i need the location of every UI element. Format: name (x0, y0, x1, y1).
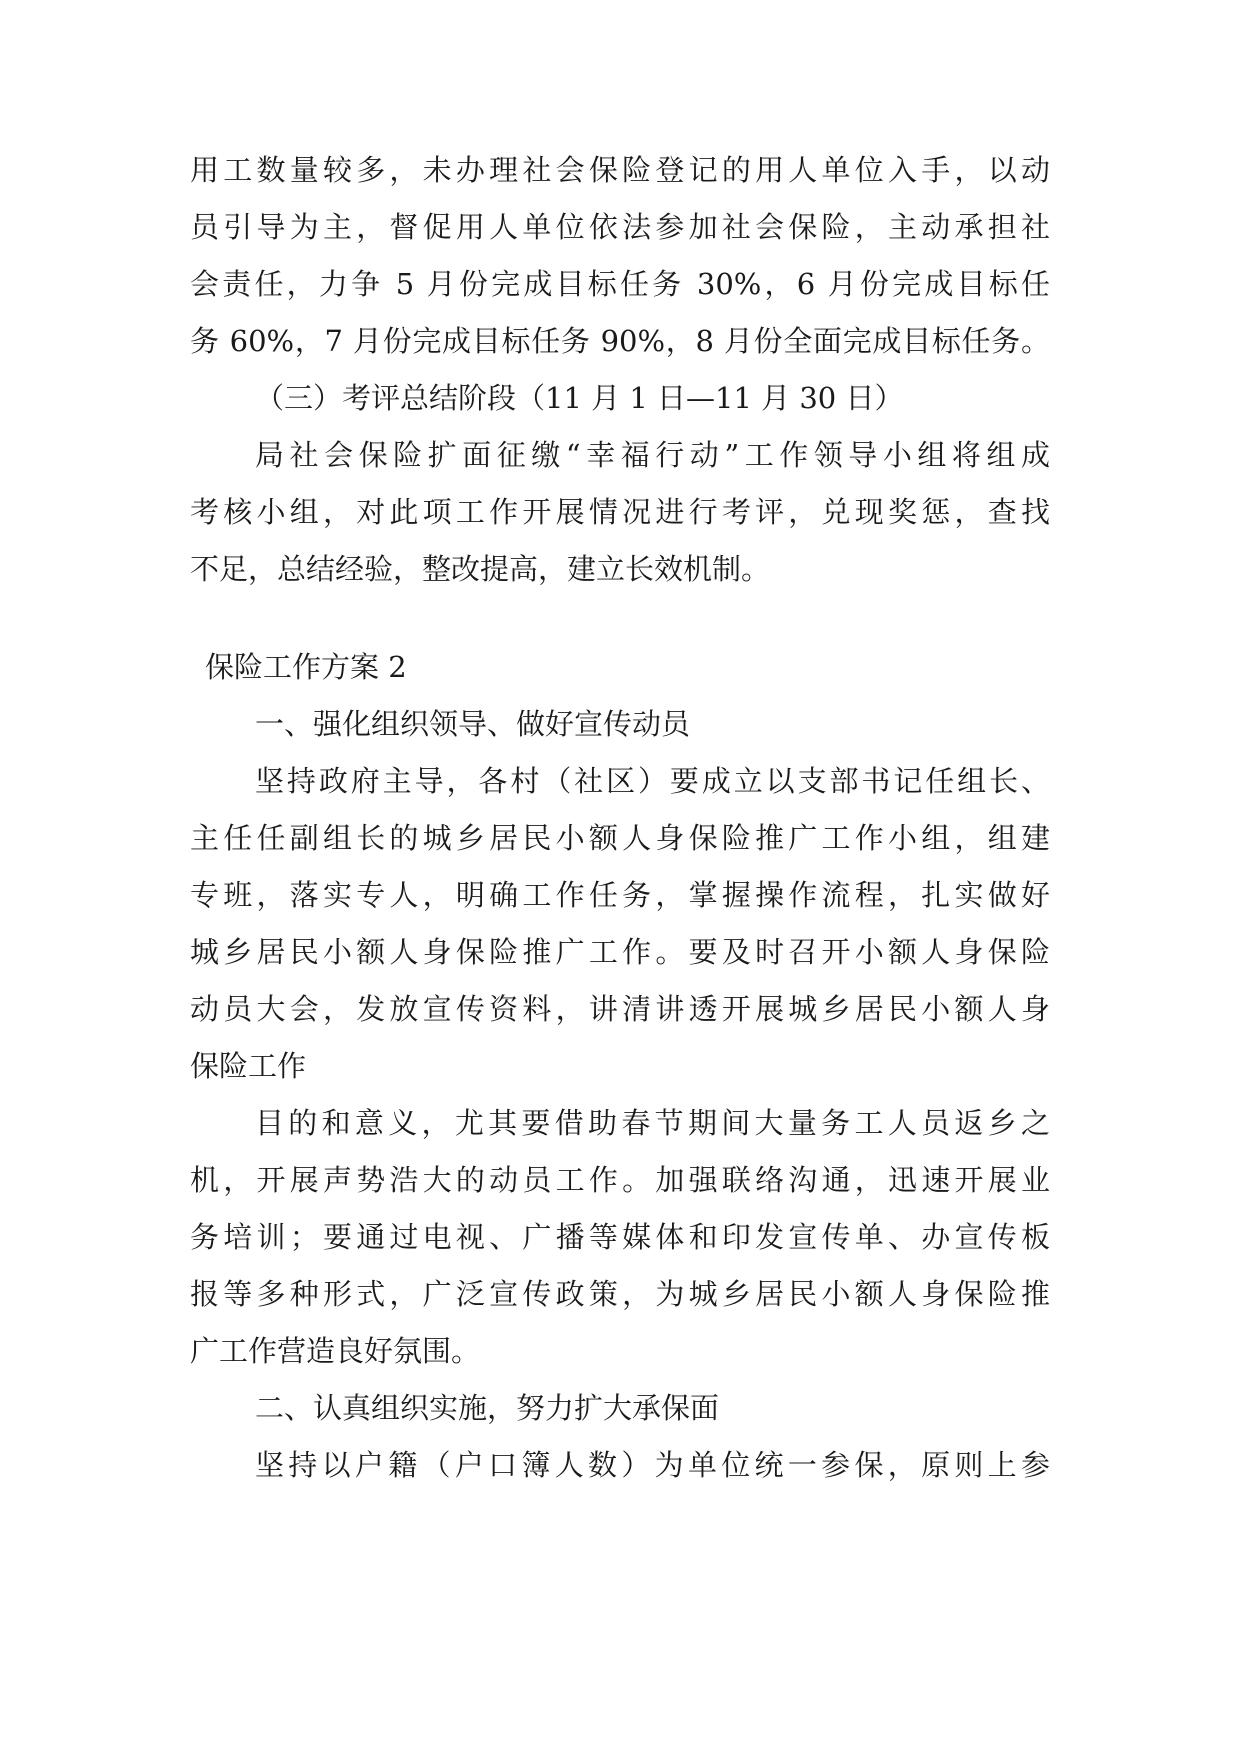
body-line: 动员大会，发放宣传资料，讲清讲透开展城乡居民小额人身 (190, 992, 1050, 1026)
body-line: 广工作营造良好氛围。 (190, 1334, 481, 1368)
body-line: 员引导为主，督促用人单位依法参加社会保险，主动承担社 (190, 210, 1050, 244)
body-line: 保险工作 (190, 1049, 307, 1083)
body-line: 不足，总结经验，整改提高，建立长效机制。 (190, 552, 771, 586)
body-line: 主任任副组长的城乡居民小额人身保险推广工作小组，组建 (190, 821, 1050, 855)
body-line: 专班，落实专人，明确工作任务，掌握操作流程，扎实做好 (190, 878, 1050, 912)
body-line: 城乡居民小额人身保险推广工作。要及时召开小额人身保险 (190, 935, 1050, 969)
body-line: 报等多种形式，广泛宣传政策，为城乡居民小额人身保险推 (190, 1277, 1050, 1311)
body-line: 机，开展声势浩大的动员工作。加强联络沟通，迅速开展业 (190, 1163, 1050, 1197)
body-line: 坚持以户籍（户口簿人数）为单位统一参保，原则上参 (255, 1448, 1050, 1482)
document-title: 保险工作方案 2 (205, 650, 407, 684)
section-heading: （三）考评总结阶段（11 月 1 日—11 月 30 日） (255, 381, 904, 415)
body-line: 务培训；要通过电视、广播等媒体和印发宣传单、办宣传板 (190, 1220, 1050, 1254)
body-line: 用工数量较多，未办理社会保险登记的用人单位入手，以动 (190, 153, 1050, 187)
body-line: 局社会保险扩面征缴“幸福行动”工作领导小组将组成 (255, 438, 1050, 472)
section-heading: 一、强化组织领导、做好宣传动员 (255, 707, 691, 741)
body-line: 务 60%，7 月份完成目标任务 90%，8 月份全面完成目标任务。 (190, 324, 1050, 358)
body-line: 会责任，力争 5 月份完成目标任务 30%，6 月份完成目标任 (190, 267, 1050, 301)
body-line: 坚持政府主导，各村（社区）要成立以支部书记任组长、 (255, 764, 1050, 798)
section-heading: 二、认真组织实施，努力扩大承保面 (255, 1391, 720, 1425)
body-line: 考核小组，对此项工作开展情况进行考评，兑现奖惩，查找 (190, 495, 1050, 529)
body-line: 目的和意义，尤其要借助春节期间大量务工人员返乡之 (255, 1106, 1050, 1140)
